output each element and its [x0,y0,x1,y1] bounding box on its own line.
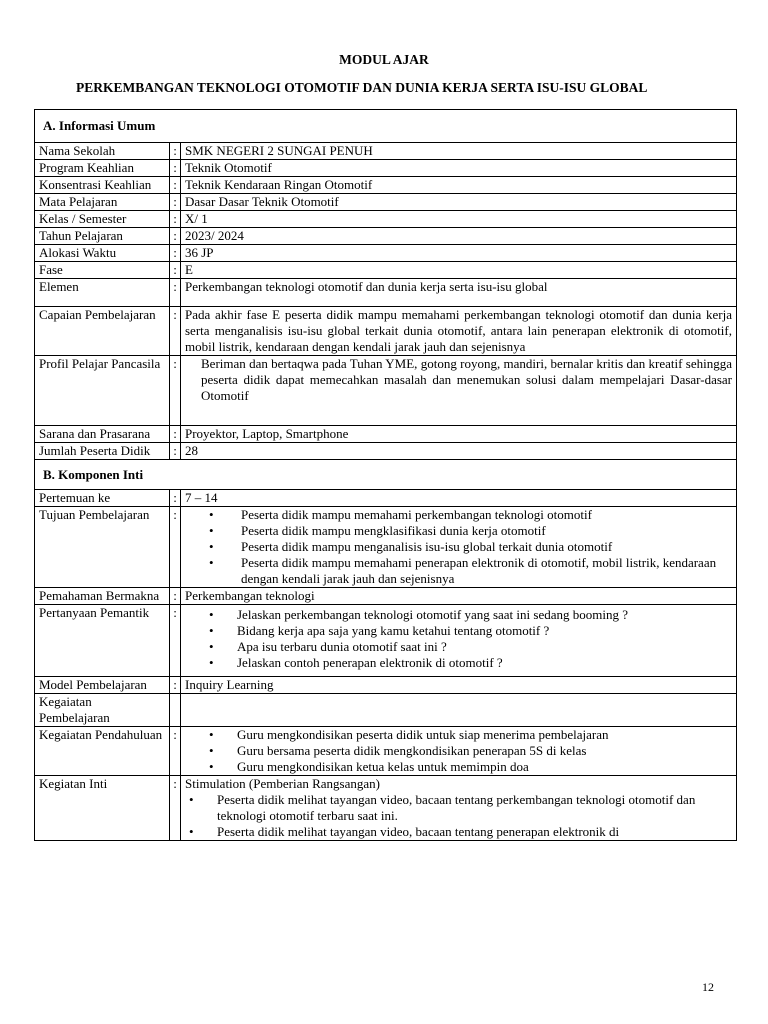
row-label: Kelas / Semester [35,211,170,228]
row-label: Profil Pelajar Pancasila [35,356,170,426]
document-subtitle: PERKEMBANGAN TEKNOLOGI OTOMOTIF DAN DUNIA KERJA SERTA ISU-ISU GLOBAL [76,80,648,95]
document-title: MODUL AJAR [339,52,429,67]
row-label: Capaian Pembelajaran [35,307,170,356]
pertanyaan-list [185,607,732,671]
list-item: • Peserta didik melihat tayangan video, bacaan tentang penerapan elektronik di [189,824,732,840]
table-row [35,605,737,677]
row-value [181,356,737,426]
profil-text: Beriman dan bertaqwa pada Tuhan YME, gotong royong, mandiri, bernalar kritis dan kreatif sehingga peserta didik dapat memecahkan masalah dan menemukan solusi dalam mempelajari Dasar-dasar Otomotif [201,356,732,403]
list-item: • Peserta didik mampu memahami perkembangan teknologi otomotif [209,507,732,523]
row-value: Inquiry Learning [181,677,737,694]
table-row [35,443,737,460]
row-value [181,507,737,588]
table-row [35,177,737,194]
row-label: Nama Sekolah [35,143,170,160]
table-row [35,262,737,279]
row-value: SMK NEGERI 2 SUNGAI PENUH [181,143,737,160]
list-item: • Peserta didik mampu menganalisis isu-isu global terkait dunia otomotif [209,539,732,555]
row-label: Pertanyaan Pemantik [35,605,170,677]
row-value: 36 JP [181,245,737,262]
separator: : [170,776,181,841]
table-row [35,211,737,228]
table-row [35,677,737,694]
separator: : [170,194,181,211]
separator: : [170,443,181,460]
section-a-title: A. Informasi Umum [35,110,737,143]
separator: : [170,727,181,776]
row-value [181,694,737,727]
row-label: Kegaiatan Pendahuluan [35,727,170,776]
table-row [35,356,737,426]
row-value [181,605,737,677]
table-row [35,228,737,245]
list-item: • Bidang kerja apa saja yang kamu ketahui tentang otomotif ? [209,623,732,639]
row-label: Alokasi Waktu [35,245,170,262]
row-value: 2023/ 2024 [181,228,737,245]
row-label: Sarana dan Prasarana [35,426,170,443]
list-item: • Apa isu terbaru dunia otomotif saat ini ? [209,639,732,655]
row-value: Proyektor, Laptop, Smartphone [181,426,737,443]
section-b-title: B. Komponen Inti [35,460,737,490]
list-item: • Jelaskan contoh penerapan elektronik di otomotif ? [209,655,732,671]
list-item: • Guru bersama peserta didik mengkondisikan penerapan 5S di kelas [209,743,732,759]
inti-list [185,792,732,840]
separator: : [170,262,181,279]
table-row [35,307,737,356]
pendahuluan-list [185,727,732,775]
separator: : [170,143,181,160]
list-item: • Guru mengkondisikan ketua kelas untuk memimpin doa [209,759,732,775]
separator: : [170,605,181,677]
row-label: Jumlah Peserta Didik [35,443,170,460]
row-value [181,776,737,841]
table-row [35,507,737,588]
separator: : [170,245,181,262]
row-value: 28 [181,443,737,460]
row-label: Mata Pelajaran [35,194,170,211]
row-value: Perkembangan teknologi otomotif dan dunia kerja serta isu-isu global [181,279,737,307]
separator: : [170,307,181,356]
separator: : [170,228,181,245]
row-label: Pemahaman Bermakna [35,588,170,605]
list-item: • Peserta didik melihat tayangan video, bacaan tentang perkembangan teknologi otomotif dan teknologi otomotif terbaru saat ini. [189,792,732,824]
separator: : [170,177,181,194]
table-row [35,426,737,443]
separator: : [170,588,181,605]
table-row [35,160,737,177]
row-label: Kegaiatan Pembelajaran [35,694,170,727]
row-label: Konsentrasi Keahlian [35,177,170,194]
row-label: Model Pembelajaran [35,677,170,694]
table-row [35,279,737,307]
row-value [181,727,737,776]
row-value: Teknik Kendaraan Ringan Otomotif [181,177,737,194]
table-row [35,245,737,262]
separator: : [170,279,181,307]
table-row [35,490,737,507]
list-item: • Jelaskan perkembangan teknologi otomotif yang saat ini sedang booming ? [209,607,732,623]
tujuan-list [185,507,732,587]
row-value: Teknik Otomotif [181,160,737,177]
separator: : [170,211,181,228]
separator: : [170,490,181,507]
row-value: Pada akhir fase E peserta didik mampu memahami perkembangan teknologi otomotif dan dunia kerja serta menganalisis isu-isu global terkait dunia otomotif, antara lain penerapan elektronik di otomotif, mobil listrik, kendaraan dengan kendali jarak jauh dan sejenisnya [181,307,737,356]
table-row [35,194,737,211]
separator: : [170,677,181,694]
row-value: 7 – 14 [181,490,737,507]
separator: : [170,426,181,443]
row-label: Elemen [35,279,170,307]
list-item: • Peserta didik mampu memahami penerapan elektronik di otomotif, mobil listrik, kendaraan dengan kendali jarak jauh dan sejenisnya [209,555,732,587]
row-label: Tahun Pelajaran [35,228,170,245]
row-label: Fase [35,262,170,279]
row-value: Perkembangan teknologi [181,588,737,605]
row-value: Dasar Dasar Teknik Otomotif [181,194,737,211]
row-value: E [181,262,737,279]
separator: : [170,507,181,588]
row-value: X/ 1 [181,211,737,228]
module-table [34,109,737,841]
separator: : [170,356,181,426]
list-item: • Guru mengkondisikan peserta didik untuk siap menerima pembelajaran [209,727,732,743]
separator-empty [170,694,181,727]
table-row [35,727,737,776]
row-label: Program Keahlian [35,160,170,177]
list-item: • Peserta didik mampu mengklasifikasi dunia kerja otomotif [209,523,732,539]
table-row [35,776,737,841]
separator: : [170,160,181,177]
table-row [35,694,737,727]
row-label: Tujuan Pembelajaran [35,507,170,588]
row-label: Kegiatan Inti [35,776,170,841]
inti-heading: Stimulation (Pemberian Rangsangan) [185,776,380,791]
table-row [35,588,737,605]
row-label: Pertemuan ke [35,490,170,507]
table-row [35,143,737,160]
page-number: 12 [702,980,714,994]
